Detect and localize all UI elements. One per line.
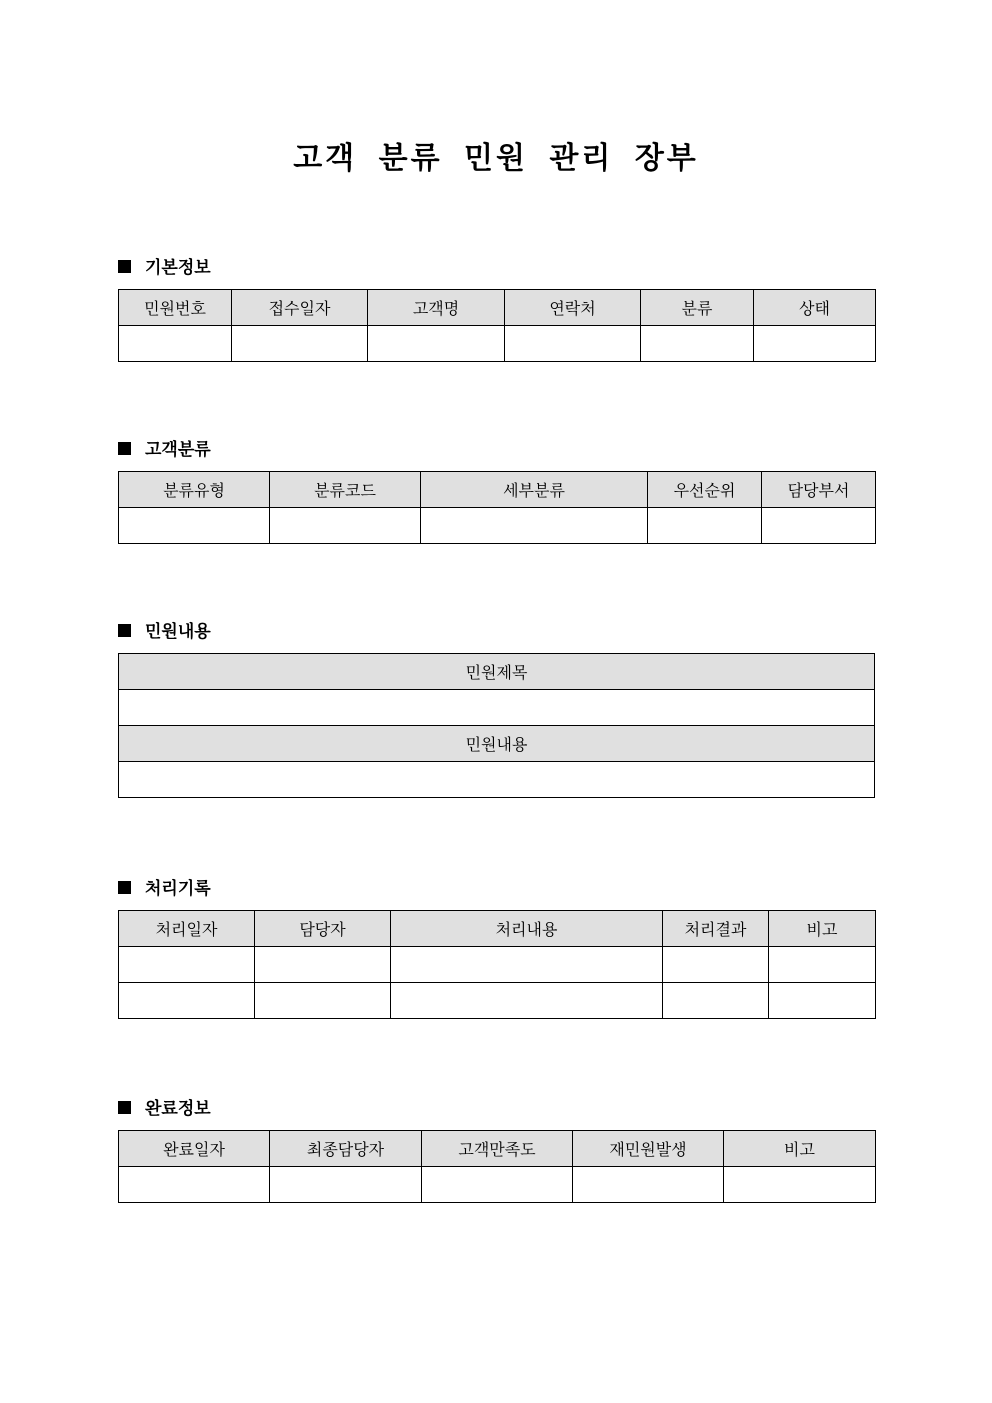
table-cell[interactable]: [648, 508, 762, 544]
table-row: [119, 983, 876, 1019]
table-header-row: [119, 654, 875, 690]
table-cell[interactable]: [724, 1167, 876, 1203]
complaint-content-table: [118, 653, 875, 798]
table-header-row: [119, 911, 876, 947]
table-cell[interactable]: [119, 947, 255, 983]
column-header: 세부분류: [421, 472, 648, 508]
column-header: 담당자: [255, 911, 391, 947]
column-header: 접수일자: [232, 290, 368, 326]
table-cell[interactable]: [119, 326, 232, 362]
section-heading-completion: [118, 1093, 875, 1119]
table-cell[interactable]: [391, 983, 663, 1019]
page-title: 고객 분류 민원 관리 장부: [293, 141, 699, 176]
table-row: [119, 326, 876, 362]
column-header: 민원번호: [119, 290, 232, 326]
table-row: [119, 508, 876, 544]
square-bullet-icon: [118, 624, 131, 637]
table-cell[interactable]: [270, 1167, 422, 1203]
column-header: 비고: [724, 1131, 876, 1167]
table-cell[interactable]: [505, 326, 641, 362]
column-header: 처리결과: [663, 911, 769, 947]
complaint-content-header: 민원내용: [119, 726, 875, 762]
table-cell[interactable]: [421, 508, 648, 544]
column-header: 분류코드: [270, 472, 421, 508]
table-header-row: [119, 472, 876, 508]
column-header: 우선순위: [648, 472, 762, 508]
table-row: [119, 1167, 876, 1203]
classification-table: [118, 471, 876, 544]
table-header-row: [119, 726, 875, 762]
section-heading-processing: [118, 873, 875, 899]
square-bullet-icon: [118, 442, 131, 455]
table-cell[interactable]: [255, 947, 391, 983]
column-header: 처리내용: [391, 911, 663, 947]
table-cell[interactable]: [754, 326, 876, 362]
section-heading-content: [118, 616, 875, 642]
table-row: [119, 947, 876, 983]
column-header: 재민원발생: [573, 1131, 724, 1167]
section-heading-label: 완료정보: [145, 1098, 211, 1119]
complaint-content-cell[interactable]: [119, 762, 875, 798]
column-header: 상태: [754, 290, 876, 326]
section-processing-log: [118, 873, 875, 1019]
column-header: 처리일자: [119, 911, 255, 947]
table-cell[interactable]: [769, 947, 876, 983]
column-header: 분류유형: [119, 472, 270, 508]
table-cell[interactable]: [422, 1167, 573, 1203]
section-heading-label: 기본정보: [145, 257, 211, 278]
column-header: 연락처: [505, 290, 641, 326]
table-cell[interactable]: [663, 983, 769, 1019]
table-cell[interactable]: [119, 1167, 270, 1203]
table-row: [119, 762, 875, 798]
table-cell[interactable]: [270, 508, 421, 544]
section-heading-label: 고객분류: [145, 439, 211, 460]
complaint-subject-header: 민원제목: [119, 654, 875, 690]
table-cell[interactable]: [232, 326, 368, 362]
column-header: 완료일자: [119, 1131, 270, 1167]
square-bullet-icon: [118, 260, 131, 273]
square-bullet-icon: [118, 1101, 131, 1114]
section-heading-classification: [118, 434, 875, 460]
table-cell[interactable]: [762, 508, 876, 544]
table-cell[interactable]: [769, 983, 876, 1019]
column-header: 비고: [769, 911, 876, 947]
table-cell[interactable]: [641, 326, 754, 362]
column-header: 담당부서: [762, 472, 876, 508]
table-cell[interactable]: [573, 1167, 724, 1203]
basic-info-table: [118, 289, 876, 362]
table-cell[interactable]: [368, 326, 505, 362]
section-complaint-content: [118, 616, 875, 798]
section-classification: [118, 434, 875, 544]
column-header: 최종담당자: [270, 1131, 422, 1167]
table-cell[interactable]: [391, 947, 663, 983]
column-header: 고객명: [368, 290, 505, 326]
section-heading-label: 처리기록: [145, 878, 211, 899]
column-header: 분류: [641, 290, 754, 326]
table-cell[interactable]: [663, 947, 769, 983]
section-heading-basic: [118, 252, 875, 278]
table-cell[interactable]: [119, 508, 270, 544]
square-bullet-icon: [118, 881, 131, 894]
table-cell[interactable]: [255, 983, 391, 1019]
completion-info-table: [118, 1130, 876, 1203]
table-header-row: [119, 1131, 876, 1167]
table-cell[interactable]: [119, 983, 255, 1019]
section-completion-info: [118, 1093, 875, 1203]
section-basic-info: [118, 252, 875, 362]
column-header: 고객만족도: [422, 1131, 573, 1167]
table-header-row: [119, 290, 876, 326]
complaint-subject-cell[interactable]: [119, 690, 875, 726]
section-heading-label: 민원내용: [145, 621, 211, 642]
processing-log-table: [118, 910, 876, 1019]
table-row: [119, 690, 875, 726]
